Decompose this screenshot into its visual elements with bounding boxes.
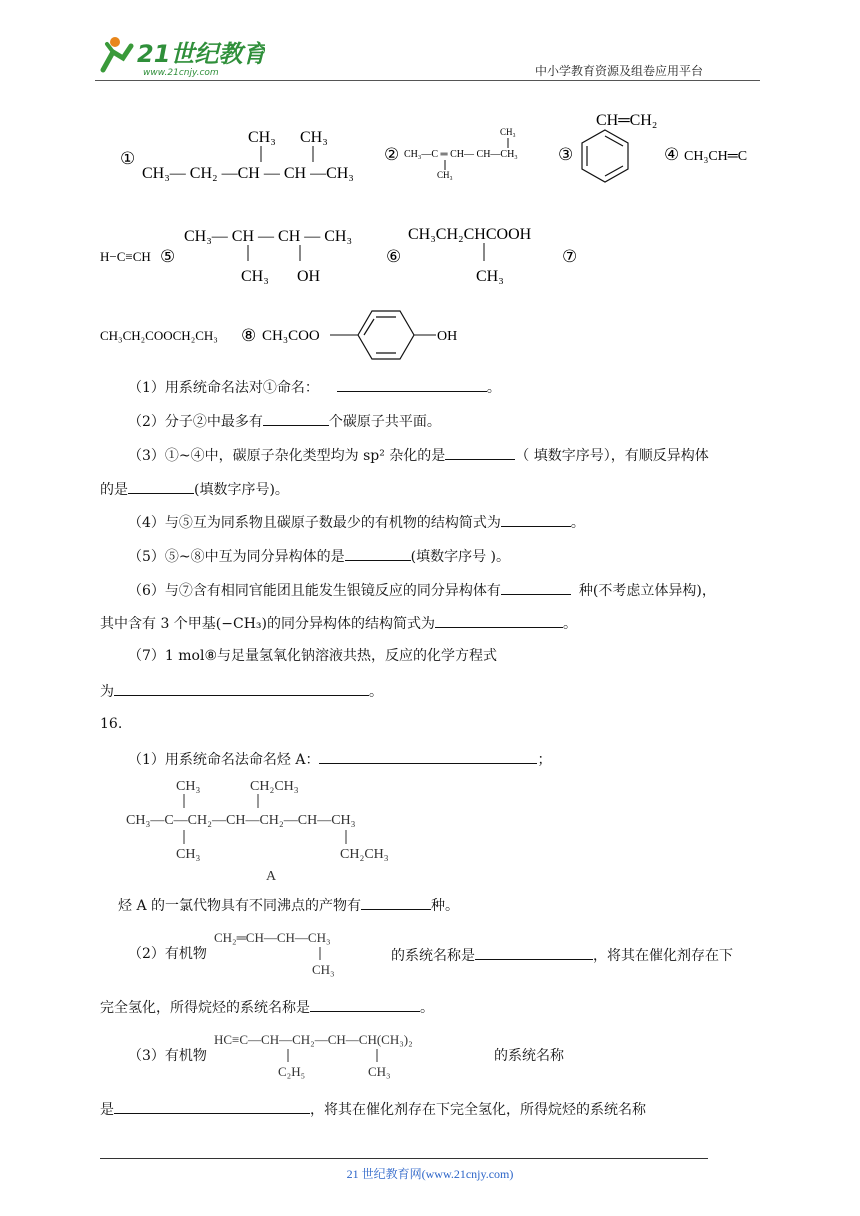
question-6: （6）与⑦含有相同官能团且能发生银镜反应的同分异构体有 种(不考虑立体异构)， [128,579,716,601]
struct-1-sub-b: CH₃ [300,129,328,146]
struct-4-continued: H−C≡CH [100,249,151,264]
struct-8-right: OH [437,329,458,344]
struct-3-vinyl: CH═CH₂ [596,112,658,129]
struct-5-main: CH₃— CH — CH — CH₃ [184,228,353,245]
p3-sub-2: CH₃ [368,1064,391,1079]
benzene-ring [582,130,628,182]
label-6: ⑥ [386,247,402,267]
label-3: ③ [558,145,574,165]
footer-divider [100,1158,708,1159]
p3-sub-1: C₂H₅ [278,1064,306,1079]
q16-part-2: （2）有机物 [128,946,207,962]
answer-blank-16-1[interactable] [319,748,537,764]
question-1: （1）用系统命名法对①命名： 。 [128,376,501,398]
label-8: ⑧ [241,326,257,346]
struct-5-sub-b: OH [297,268,321,285]
structures-row-2 [0,215,860,295]
struct-4-text: CH₃CH═C [684,149,748,164]
struct-2-bottom: CH₃ [437,170,453,180]
struct-6-main: CH₃CH₂CHCOOH [408,226,532,243]
struct-1-main: CH₃— CH₂ —CH — CH —CH₃ [142,165,354,182]
label-2: ② [384,145,400,165]
question-2: （2）分子②中最多有 个碳原子共平面。 [128,410,441,432]
A-top-1: CH₃ [176,779,201,794]
label-1: ① [120,149,136,169]
logo-url: www.21cnjy.com [143,68,219,78]
struct-1-sub-a: CH₃ [248,129,276,146]
struct-5-sub-a: CH₃ [241,268,269,285]
q16-part-1b: 烃 A 的一氯代物具有不同沸点的产物有 种。 [118,894,459,916]
platform-title: 中小学教育资源及组卷应用平台 [535,64,704,78]
answer-blank-6b[interactable] [435,612,563,628]
logo-runner-head-icon [110,37,120,47]
p2-main: CH₂═CH—CH—CH₃ [214,930,331,945]
answer-blank-7[interactable] [114,680,369,696]
answer-blank-3b[interactable] [128,478,194,494]
q16-part-3c: 是 ，将其在催化剂存在下完全氢化，所得烷烃的系统名称 [100,1098,646,1120]
answer-blank-16-3[interactable] [114,1098,310,1114]
footer-text[interactable]: 21 世纪教育网(www.21cnjy.com) [346,1167,514,1181]
A-bottom-2: CH₂CH₃ [340,847,389,862]
A-main: CH₃—C—CH₂—CH—CH₂—CH—CH₃ [126,813,356,828]
q16-part-3: （3）有机物 [128,1048,207,1064]
q16-part-2c: 完全氢化，所得烷烃的系统名称是 。 [100,996,434,1018]
q16-part-2b: 的系统名称是 ，将其在催化剂存在下 [391,944,733,966]
question-5: （5）⑤~⑧中互为同分异构体的是 (填数字序号 )。 [128,545,510,567]
question-7: （7）1 mol⑧与足量氢氧化钠溶液共热，反应的化学方程式 [128,648,497,664]
struct-6-sub: CH₃ [476,268,504,285]
logo-text: 21世纪教育 [137,40,265,68]
structure-p3 [212,1026,497,1084]
question-7-cont: 为 。 [100,680,383,702]
answer-blank-4[interactable] [501,511,571,527]
p3-main: HC≡C—CH—CH₂—CH—CH(CH₃)₂ [214,1032,413,1047]
question-3: （3）①~④中，碳原子杂化类型均为 sp² 杂化的是 （ 填数字序号），有顺反异构体 [128,444,709,466]
answer-blank-6a[interactable] [501,579,571,595]
struct-7-text: CH₃CH₂COOCH₂CH₃ [100,328,218,343]
A-top-2: CH₂CH₃ [250,779,299,794]
q16-part-1: （1）用系统命名法命名烃 A： ； [128,748,551,770]
answer-blank-1[interactable] [337,376,487,392]
q16-part-3b: 的系统名称 [494,1048,564,1064]
answer-blank-16-2b[interactable] [310,996,420,1012]
question-6-cont: 其中含有 3 个甲基(−CH₃)的同分异构体的结构简式为 。 [100,612,577,634]
question-16-number: 16. [100,716,123,732]
structure-A [100,770,440,885]
question-4: （4）与⑤互为同系物且碳原子数最少的有机物的结构简式为 。 [128,511,585,533]
answer-blank-3a[interactable] [445,444,515,460]
label-5: ⑤ [160,247,176,267]
struct-2-top: CH₃ [500,127,516,137]
answer-blank-16-1b[interactable] [361,894,431,910]
site-logo [95,32,265,80]
phenyl-ring [358,311,414,359]
A-bottom-1: CH₃ [176,847,201,862]
answer-blank-16-2a[interactable] [475,944,593,960]
p2-sub: CH₃ [312,962,335,977]
struct-8-left: CH₃COO [262,328,320,344]
label-4: ④ [664,145,680,165]
question-3-cont: 的是 (填数字序号)。 [100,478,289,500]
structures-row-3 [0,305,860,365]
A-label: A [266,869,277,884]
header-divider [95,80,760,81]
answer-blank-5[interactable] [345,545,411,561]
structures-row-1 [0,100,860,200]
structure-p2 [212,924,387,982]
answer-blank-2[interactable] [263,410,329,426]
label-7: ⑦ [562,247,578,267]
struct-2-main: CH₃—C ═ CH— CH—CH₃ [404,149,518,160]
